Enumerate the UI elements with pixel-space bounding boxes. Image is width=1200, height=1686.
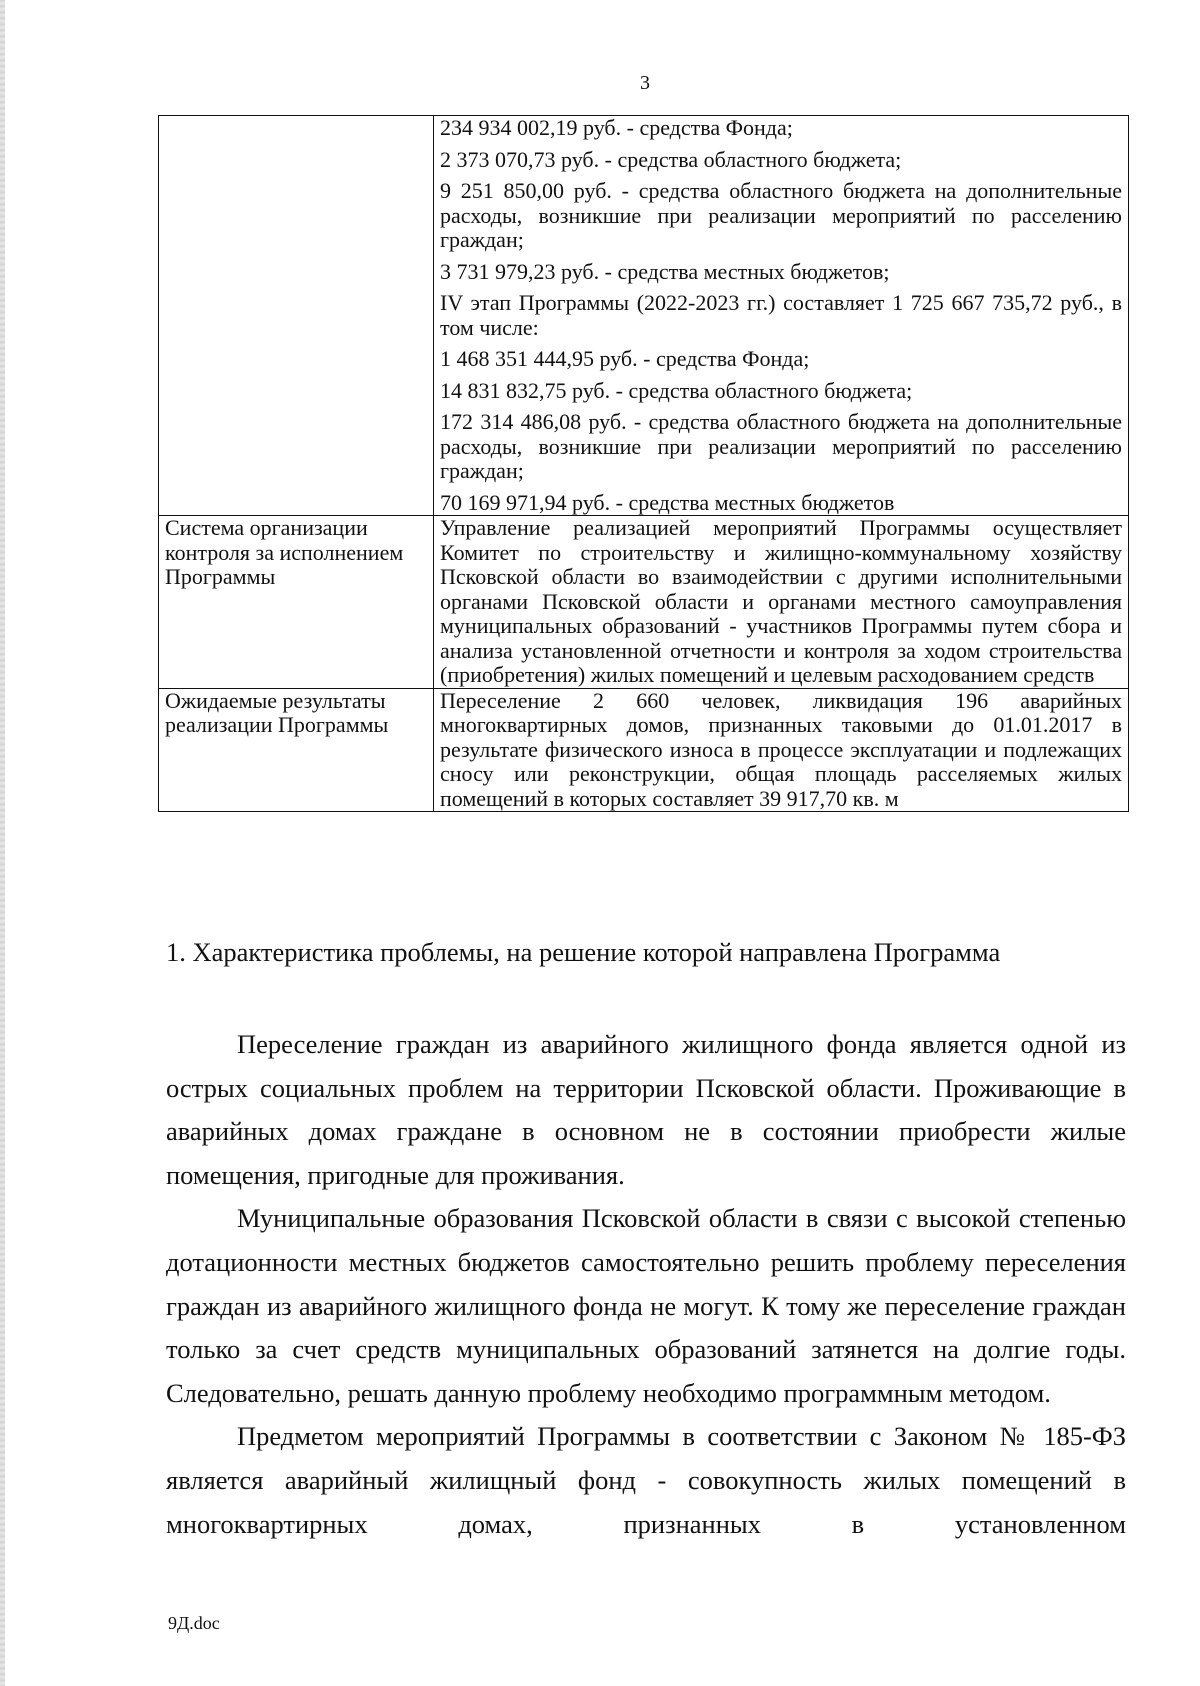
expected-results-text: Переселение 2 660 человек, ликвидация 196 аварийных многоквартирных домов, признанных таковыми до 01.01.2017 в результате физического износа в процессе эксплуатации и подлежащих сносу или реконструкции, общая площадь расселяемых жилых помещений в которых составляет 39 917,70 кв. м: [440, 687, 1122, 811]
funding-line: 14 831 832,75 руб. - средства областного бюджета;: [440, 377, 913, 403]
control-system-text: Управление реализацией мероприятий Программы осуществляет Комитет по строительству и жилищно-коммунальному хозяйству Псковской области во взаимодействии с другими исполнительными органами Псковской области и органами местного самоуправления муниципальных образований - участников Программы путем сбора и анализа установленной отчетности и контроля за ходом строительства (приобретения) жилых помещений и целевым расходованием средств: [440, 515, 1122, 687]
paragraph: Переселение граждан из аварийного жилищного фонда является одной из острых социальных проблем на территории Псковской области. Проживающие в аварийных домах граждане в основном не в состоянии приобрести жилые помещения, пригодные для проживания.: [166, 1029, 1126, 1190]
row-value: [434, 116, 1129, 516]
funding-line: 2 373 070,73 руб. - средства областного бюджета;: [440, 146, 902, 172]
footer-filename: 9Д.doc: [168, 1613, 220, 1633]
funding-line: 1 468 351 444,95 руб. - средства Фонда;: [440, 346, 810, 371]
funding-line: IV этап Программы (2022-2023 гг.) составляет 1 725 667 735,72 руб., в том числе:: [440, 290, 1122, 340]
funding-line: 9 251 850,00 руб. - средства областного бюджета на дополнительные расходы, возникшие при реализации мероприятий по расселению граждан;: [440, 178, 1122, 252]
row-label: [159, 116, 434, 516]
page-number: 3: [640, 72, 650, 94]
funding-line: 234 934 002,19 руб. - средства Фонда;: [440, 115, 793, 140]
section-heading: 1. Характеристика проблемы, на решение которой направлена Программа: [166, 937, 1001, 967]
body-text: [166, 1023, 1126, 1546]
scan-edge: [0, 0, 5, 1686]
funding-line: 172 314 486,08 руб. - средства областного бюджета на дополнительные расходы, возникшие при реализации мероприятий по расселению граждан;: [440, 409, 1122, 483]
row-value: [434, 516, 1129, 689]
funding-line: 70 169 971,94 руб. - средства местных бюджетов: [440, 489, 895, 515]
program-passport-table: [158, 115, 1129, 812]
table-row: [159, 688, 1129, 812]
row-label: Ожидаемые результаты реализации Программы: [159, 688, 434, 812]
row-label: Система организации контроля за исполнением Программы: [159, 516, 434, 689]
table-row: [159, 116, 1129, 516]
paragraph: Предметом мероприятий Программы в соответствии с Законом № 185-ФЗ является аварийный жилищный фонд - совокупность жилых помещений в многоквартирных домах, признанных в установленном: [166, 1421, 1126, 1539]
funding-line: 3 731 979,23 руб. - средства местных бюджетов;: [440, 258, 890, 284]
row-value: [434, 688, 1129, 812]
paragraph: Муниципальные образования Псковской области в связи с высокой степенью дотационности местных бюджетов самостоятельно решить проблему переселения граждан из аварийного жилищного фонда не могут. К тому же переселение граждан только за счет средств муниципальных образований затянется на долгие годы. Следовательно, решать данную проблему необходимо программным методом.: [166, 1203, 1126, 1408]
table-row: [159, 516, 1129, 689]
